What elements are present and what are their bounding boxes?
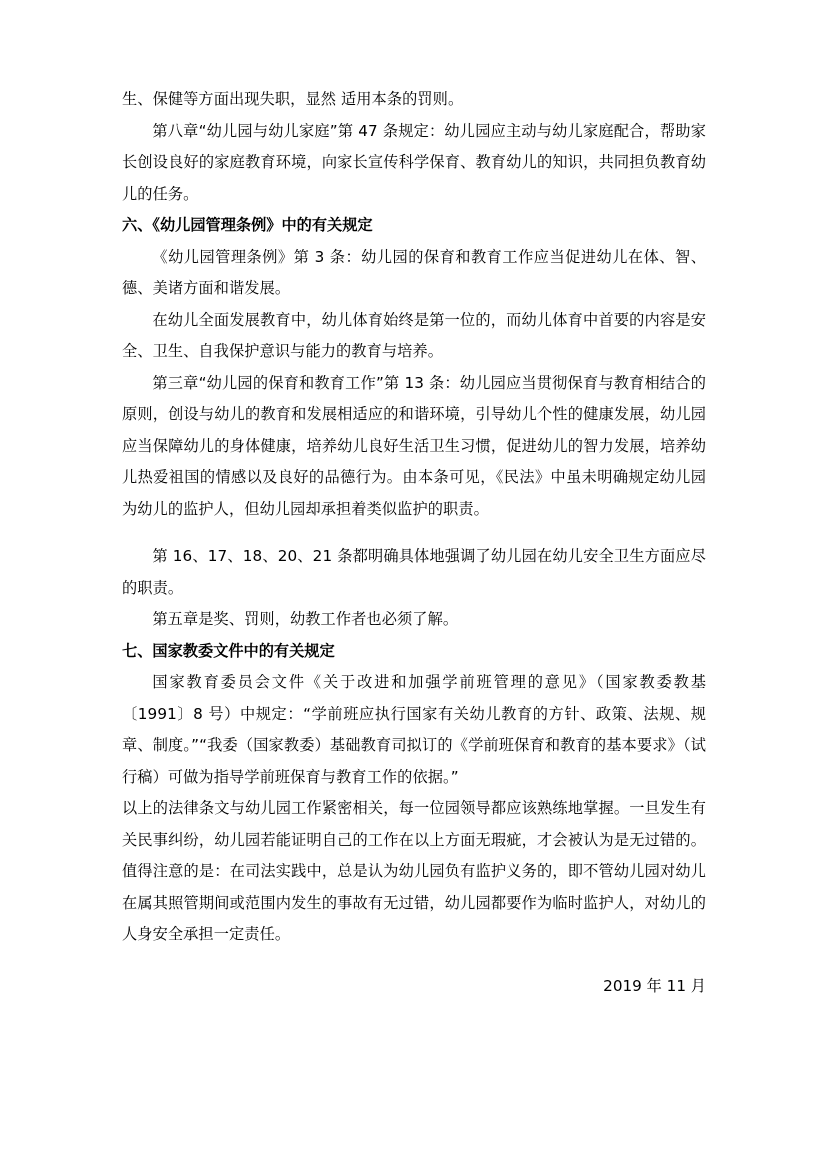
- para-regulation-article3: 《幼儿园管理条例》第 3 条：幼儿园的保育和教育工作应当促进幼儿在体、智、德、美诸方面和谐发展。: [122, 247, 706, 297]
- para-chapter5-rewards: 第五章是奖、罚则，幼教工作者也必须了解。: [152, 610, 459, 628]
- heading-section-six: 六、《幼儿园管理条例》中的有关规定: [122, 216, 373, 234]
- heading-section-seven: 七、国家教委文件中的有关规定: [122, 641, 335, 660]
- para-chapter3-article13: 第三章“幼儿园的保育和教育工作”第 13 条：幼儿园应当贯彻保育与教育相结合的原则，创设与幼儿的教育和发展相适应的和谐环境，引导幼儿个性的健康发展，幼儿园应当保障幼儿的身体健康，培养幼儿良好生活卫生习惯，促进幼儿的智力发展，培养幼儿热爱祖国的情感以及良好的品德行为。由本条可见，《民法》中虽未明确规定幼儿园为幼儿的监护人，但幼儿园却承担着类似监护的职责。: [122, 373, 706, 518]
- document-date: 2019 年 11 月: [603, 977, 706, 995]
- para-health-duty: 生、保健等方面出现失职，显然 适用本条的罚则。: [122, 90, 464, 108]
- para-articles-16-21: 第 16、17、18、20、21 条都明确具体地强调了幼儿园在幼儿安全卫生方面应尽的职责。: [122, 547, 706, 597]
- para-conclusion: 以上的法律条文与幼儿园工作紧密相关，每一位园领导都应该熟练地掌握。一旦发生有关民事纠纷，幼儿园若能证明自己的工作在以上方面无瑕疵，才会被认为是无过错的。值得注意的是：在司法实践中，总是认为幼儿园负有监护义务的，即不管幼儿园对幼儿在属其照管期间或范围内发生的事故有无过错，幼儿园都要作为临时监护人，对幼儿的人身安全承担一定责任。: [122, 799, 706, 943]
- para-physical-education-first: 在幼儿全面发展教育中，幼儿体育始终是第一位的，而幼儿体育中首要的内容是安全、卫生、自我保护意识与能力的教育与培养。: [122, 310, 706, 360]
- document-body: [122, 84, 706, 951]
- spacer-block: [122, 525, 706, 541]
- para-chapter8-article47: 第八章“幼儿园与幼儿家庭”第 47 条规定：幼儿园应主动与幼儿家庭配合，帮助家长创设良好的家庭教育环境，向家长宣传科学保育、教育幼儿的知识，共同担负教育幼儿的任务。: [122, 121, 706, 203]
- para-education-committee-doc: 国家教育委员会文件《关于改进和加强学前班管理的意见》（国家教委教基〔1991〕8 号）中规定：“学前班应执行国家有关幼儿教育的方针、政策、法规、规章、制度。”“我委（国家教委）基础教育司拟订的《学前班保育和教育的基本要求》（试行稿）可做为指导学前班保育与教育工作的依据。”: [122, 673, 706, 786]
